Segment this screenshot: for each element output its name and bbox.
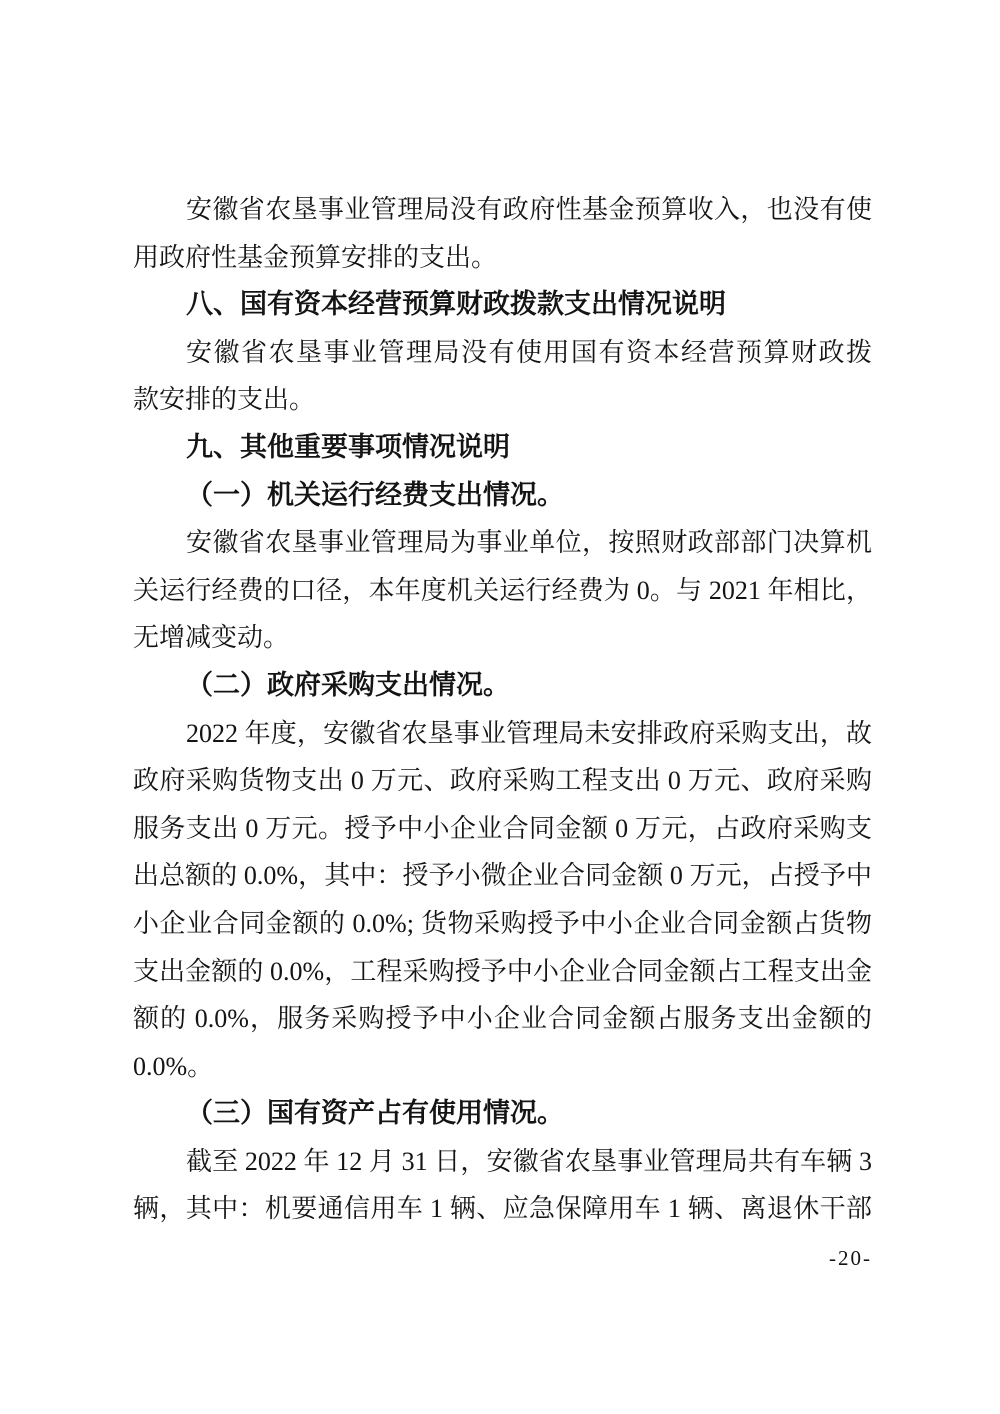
paragraph-line: 政府采购货物支出 0 万元、政府采购工程支出 0 万元、政府采购: [133, 766, 872, 796]
subsection-heading: （一）机关运行经费支出情况。: [186, 479, 564, 510]
paragraph-line: 关运行经费的口径，本年度机关运行经费为 0。与 2021 年相比，: [133, 575, 872, 605]
paragraph-line: 款安排的支出。: [133, 385, 316, 415]
paragraph: [133, 1138, 872, 1233]
paragraph-line: 安徽省农垦事业管理局为事业单位，按照财政部部门决算机: [186, 528, 872, 558]
section-heading: 九、其他重要事项情况说明: [186, 431, 510, 462]
paragraph: [133, 519, 872, 662]
paragraph: [133, 710, 872, 1091]
paragraph-line: 0.0%。: [133, 1051, 214, 1081]
paragraph-line: 支出金额的 0.0%，工程采购授予中小企业合同金额占工程支出金: [133, 956, 872, 986]
section-heading: 八、国有资本经营预算财政拨款支出情况说明: [186, 289, 726, 320]
subsection-heading: （三）国有资产占有使用情况。: [186, 1098, 564, 1129]
paragraph: [133, 186, 872, 281]
paragraph-line: 截至 2022 年 12 月 31 日，安徽省农垦事业管理局共有车辆 3: [186, 1146, 872, 1176]
page-number: -20-: [829, 1246, 872, 1271]
paragraph: [133, 329, 872, 424]
paragraph-line: 辆，其中：机要通信用车 1 辆、应急保障用车 1 辆、离退休干部: [133, 1194, 872, 1224]
paragraph-line: 安徽省农垦事业管理局没有使用国有资本经营预算财政拨: [186, 337, 872, 367]
subsection-heading: （二）政府采购支出情况。: [186, 669, 510, 700]
paragraph-line: 用政府性基金预算安排的支出。: [133, 242, 498, 272]
paragraph-line: 2022 年度，安徽省农垦事业管理局未安排政府采购支出，故: [186, 718, 872, 748]
paragraph-line: 无增减变动。: [133, 623, 290, 653]
paragraph-line: 服务支出 0 万元。授予中小企业合同金额 0 万元，占政府采购支: [133, 813, 872, 843]
paragraph-line: 出总额的 0.0%，其中：授予小微企业合同金额 0 万元，占授予中: [133, 861, 872, 891]
paragraph-line: 安徽省农垦事业管理局没有政府性基金预算收入，也没有使: [186, 195, 872, 224]
paragraph-line: 额的 0.0%，服务采购授予中小企业合同金额占服务支出金额的: [133, 1004, 872, 1034]
paragraph-line: 小企业合同金额的 0.0%; 货物采购授予中小企业合同金额占货物: [133, 908, 872, 938]
